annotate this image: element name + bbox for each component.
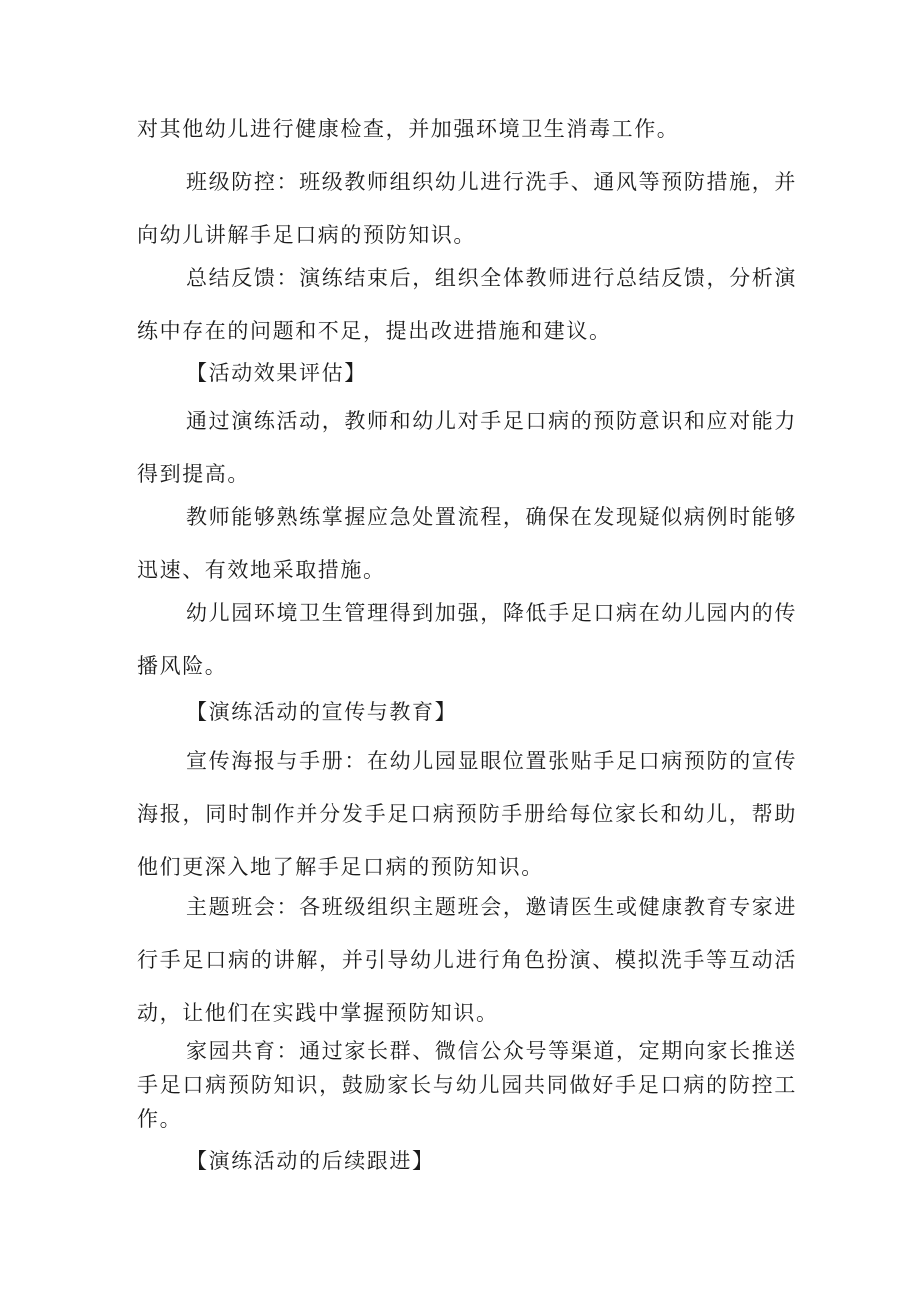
paragraph-home-school: 家园共育：通过家长群、微信公众号等渠道，定期向家长推送手足口病预防知识，鼓励家长与幼儿园共同做好手足口病的防控工作。: [137, 1039, 797, 1131]
section-heading-publicity-education: 【演练活动的宣传与教育】: [186, 700, 458, 724]
paragraph-awareness-improved: 通过演练活动，教师和幼儿对手足口病的预防意识和应对能力得到提高。: [137, 409, 797, 486]
section-heading-follow-up: 【演练活动的后续跟进】: [186, 1149, 435, 1173]
paragraph-teacher-procedure: 教师能够熟练掌握应急处置流程，确保在发现疑似病例时能够迅速、有效地采取措施。: [137, 505, 797, 582]
section-heading-effect-evaluation: 【活动效果评估】: [186, 361, 367, 385]
paragraph-environment-management: 幼儿园环境卫生管理得到加强，降低手足口病在幼儿园内的传播风险。: [137, 601, 797, 678]
paragraph-health-check: 对其他幼儿进行健康检查，并加强环境卫生消毒工作。: [137, 117, 680, 141]
paragraph-theme-class-meeting: 主题班会：各班级组织主题班会，邀请医生或健康教育专家进行手足口病的讲解，并引导幼儿进行角色扮演、模拟洗手等互动活动，让他们在实践中掌握预防知识。: [137, 895, 797, 1025]
paragraph-class-prevention: 班级防控：班级教师组织幼儿进行洗手、通风等预防措施，并向幼儿讲解手足口病的预防知识。: [137, 170, 797, 247]
paragraph-posters-handbook: 宣传海报与手册：在幼儿园显眼位置张贴手足口病预防的宣传海报，同时制作并分发手足口病预防手册给每位家长和幼儿，帮助他们更深入地了解手足口病的预防知识。: [137, 749, 797, 879]
paragraph-summary-feedback: 总结反馈：演练结束后，组织全体教师进行总结反馈，分析演练中存在的问题和不足，提出改进措施和建议。: [137, 266, 797, 343]
